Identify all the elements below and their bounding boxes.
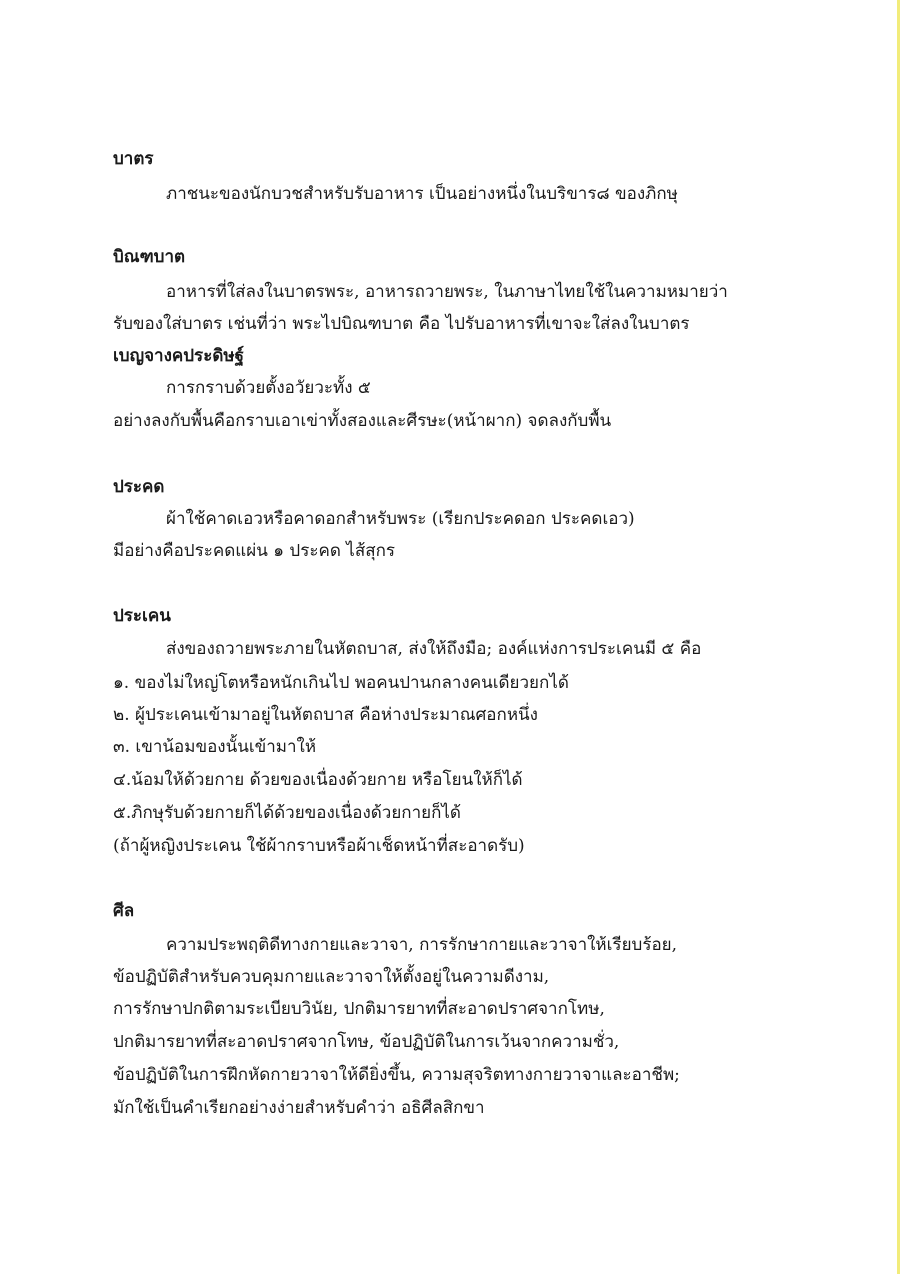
- definition-line: มักใช้เป็นคำเรียกอย่างง่ายสำหรับคำว่า อธิศีลสิกขา: [113, 1098, 485, 1118]
- definition-line: ๕.ภิกษุรับด้วยกายก็ได้ด้วยของเนื่องด้วยกายก็ได้: [113, 803, 461, 823]
- definition-line: มีอย่างคือประคดแผ่น ๑ ประคด ไส้สุกร: [113, 541, 396, 561]
- definition-line: ส่งของถวายพระภายในหัตถบาส, ส่งให้ถึงมือ; องค์แห่งการประเคนมี ๕ คือ: [166, 639, 702, 659]
- definition-line: ปกติมารยาทที่สะอาดปราศจากโทษ, ข้อปฏิบัติในการเว้นจากความชั่ว,: [113, 1032, 620, 1052]
- definition-line: ข้อปฏิบัติในการฝึกหัดกายวาจาให้ดียิ่งขึ้น, ความสุจริตทางกายวาจาและอาชีพ;: [113, 1065, 680, 1085]
- term-heading: บิณฑบาต: [113, 247, 186, 267]
- definition-line: รับของใส่บาตร เช่นที่ว่า พระไปบิณฑบาต คือ ไปรับอาหารที่เขาจะใส่ลงในบาตร: [113, 314, 690, 334]
- definition-line: ความประพฤติดีทางกายและวาจา, การรักษากายและวาจาให้เรียบร้อย,: [166, 935, 678, 955]
- term-heading: บาตร: [113, 149, 154, 169]
- definition-line: ข้อปฏิบัติสำหรับควบคุมกายและวาจาให้ตั้งอยู่ในความดีงาม,: [113, 967, 550, 987]
- term-heading: ประคด: [113, 477, 165, 497]
- definition-line: อาหารที่ใส่ลงในบาตรพระ, อาหารถวายพระ, ในภาษาไทยใช้ในความหมายว่า: [166, 282, 728, 302]
- definition-line: ๒. ผู้ประเคนเข้ามาอยู่ในหัตถบาส คือห่างประมาณศอกหนึ่ง: [113, 705, 538, 725]
- term-heading: เบญจางคประดิษฐ์: [113, 346, 244, 366]
- definition-line: การกราบด้วยตั้งอวัยวะทั้ง ๕: [166, 378, 371, 398]
- definition-line: ผ้าใช้คาดเอวหรือคาดอกสำหรับพระ (เรียกประคดอก ประคดเอว): [166, 509, 635, 529]
- definition-line: (ถ้าผู้หญิงประเคน ใช้ผ้ากราบหรือผ้าเช็ดหน้าที่สะอาดรับ): [113, 836, 525, 856]
- definition-line: อย่างลงกับพื้นคือกราบเอาเข่าทั้งสองและศีรษะ(หน้าผาก) จดลงกับพื้น: [113, 411, 612, 431]
- term-heading: ศีล: [113, 901, 135, 921]
- definition-line: ภาชนะของนักบวชสำหรับรับอาหาร เป็นอย่างหนึ่งในบริขาร๘ ของภิกษุ: [166, 184, 678, 204]
- definition-line: ๓. เขาน้อมของนั้นเข้ามาให้: [113, 737, 317, 757]
- definition-line: การรักษาปกติตามระเบียบวินัย, ปกติมารยาทที่สะอาดปราศจากโทษ,: [113, 999, 605, 1019]
- term-heading: ประเคน: [113, 606, 171, 626]
- definition-line: ๑. ของไม่ใหญ่โตหรือหนักเกินไป พอคนปานกลางคนเดียวยกได้: [113, 673, 569, 693]
- definition-line: ๔.น้อมให้ด้วยกาย ด้วยของเนื่องด้วยกาย หรือโยนให้ก็ได้: [113, 770, 523, 790]
